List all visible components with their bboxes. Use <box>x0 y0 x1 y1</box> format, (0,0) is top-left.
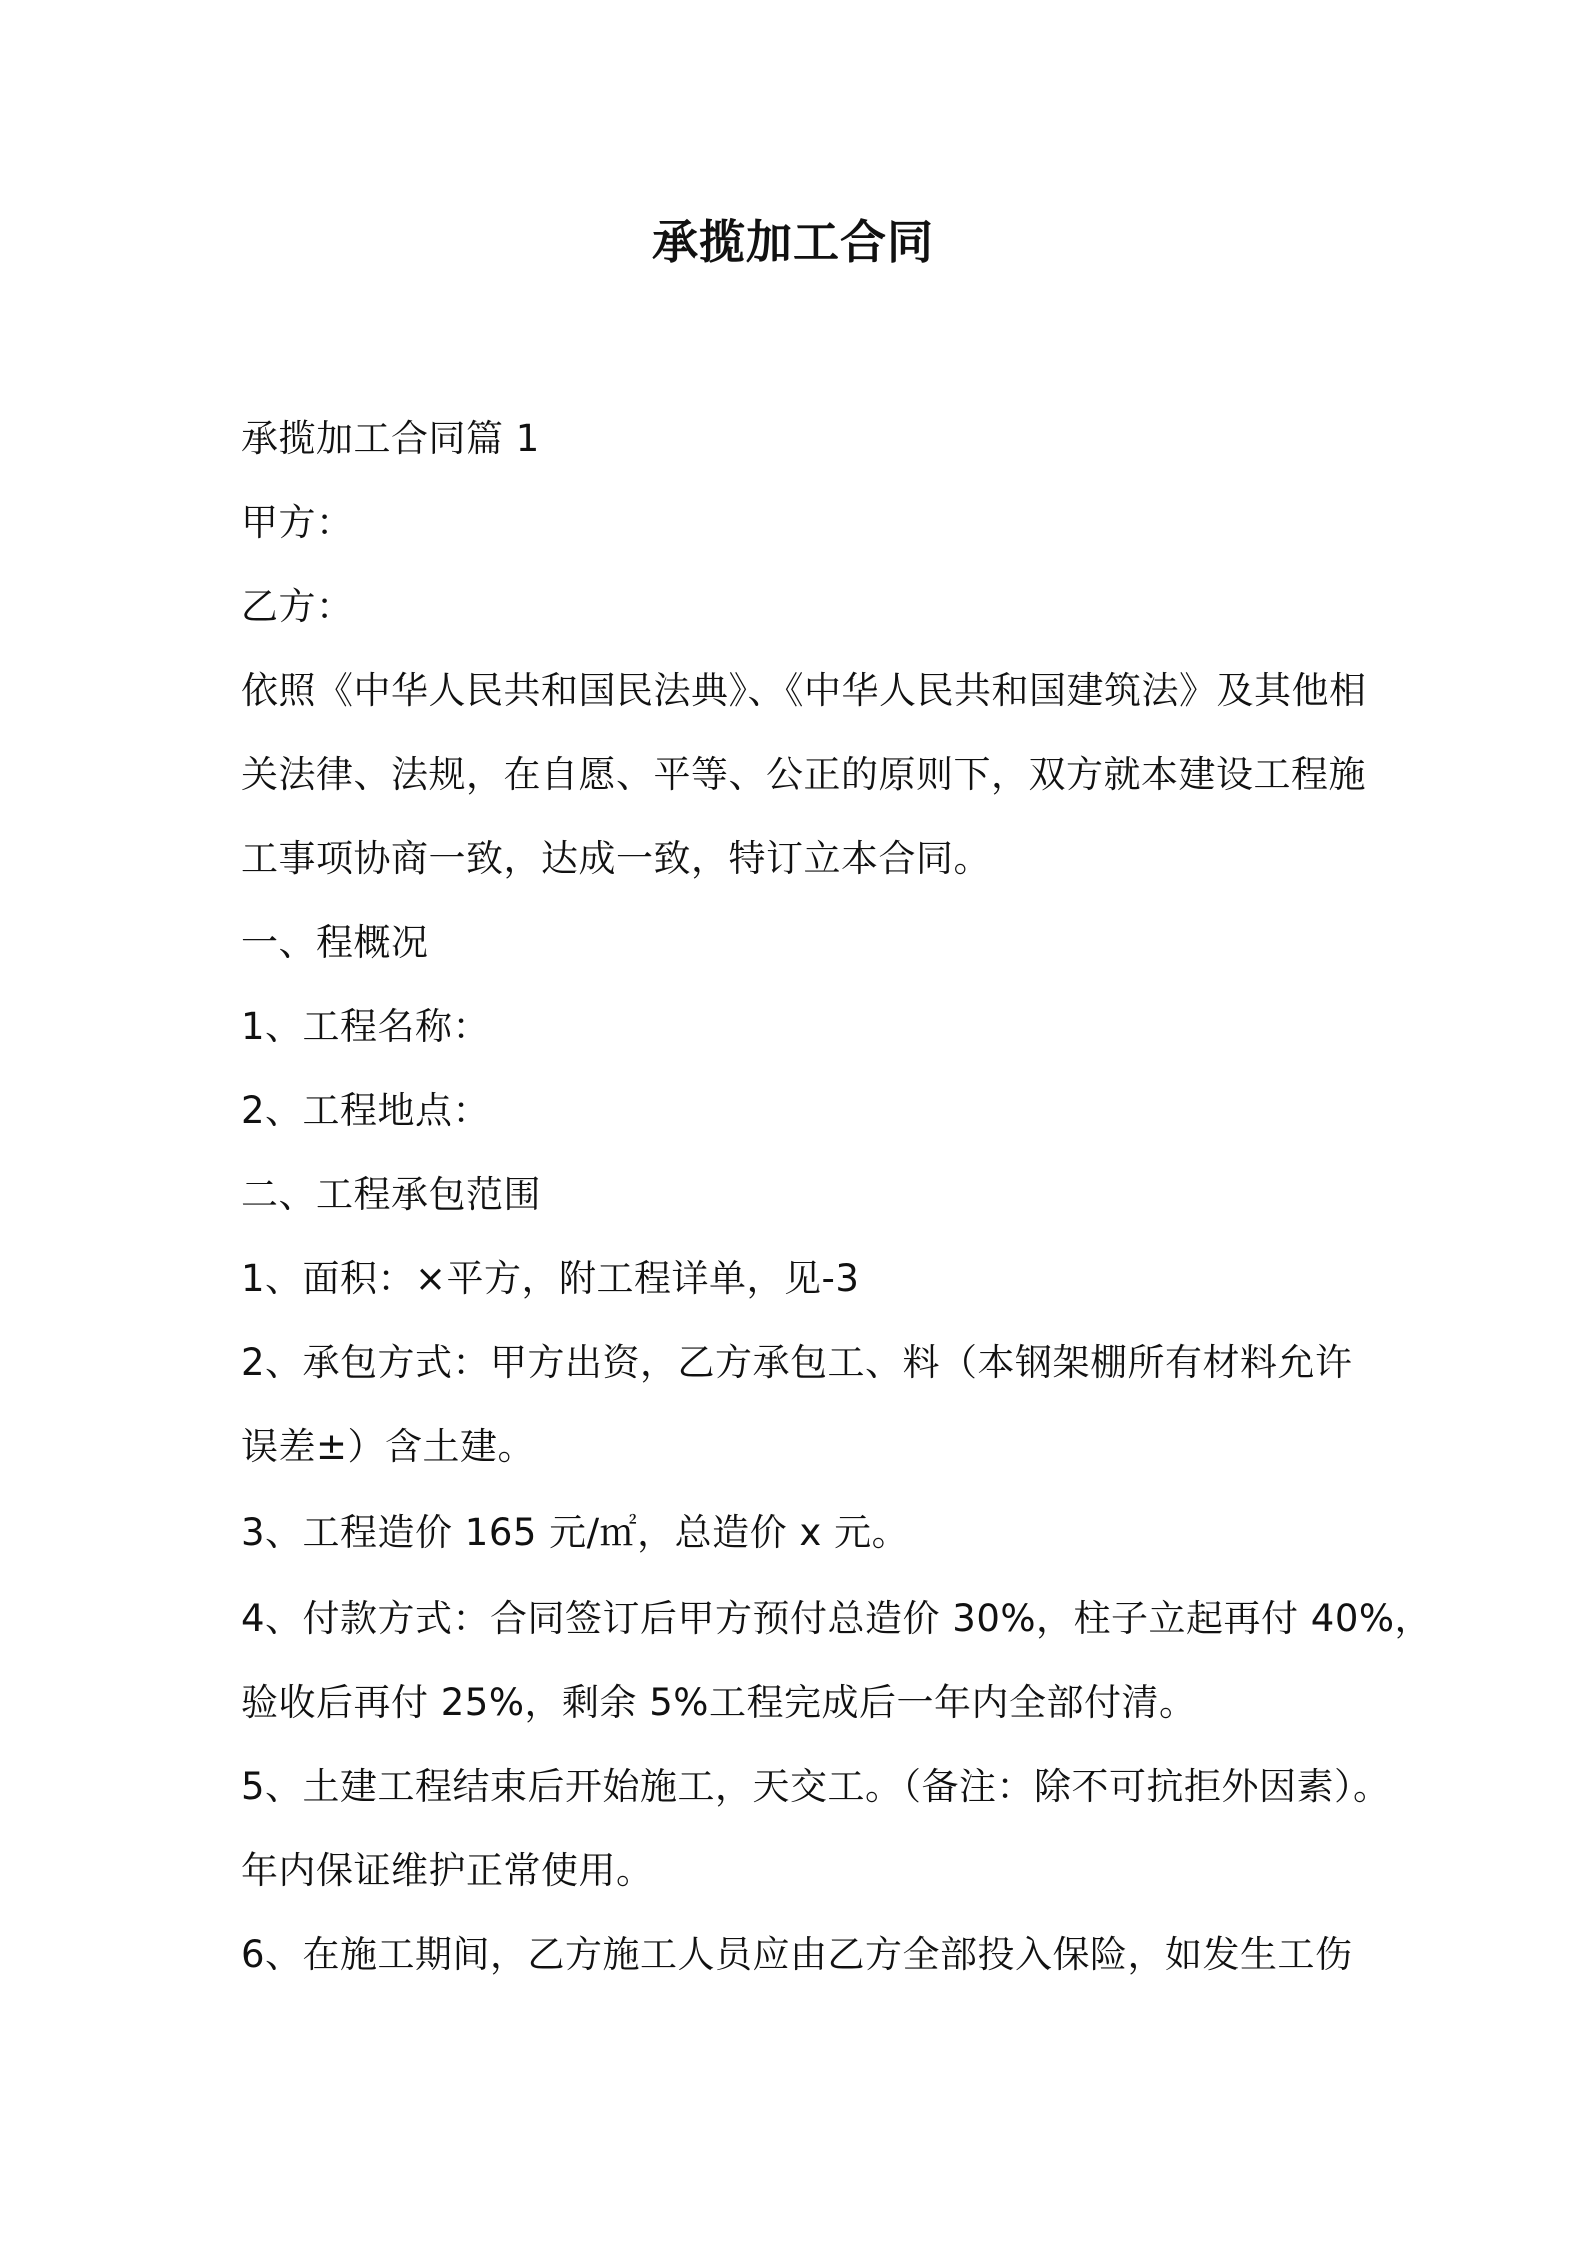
clause-project-name: 1、工程名称： <box>241 1005 491 1048</box>
clause-contract-method-line-2: 误差±）含土建。 <box>241 1425 536 1468</box>
clause-project-location: 2、工程地点： <box>241 1089 491 1132</box>
preamble-line-3: 工事项协商一致，达成一致，特订立本合同。 <box>241 837 991 880</box>
clause-area: 1、面积：×平方，附工程详单，见-3 <box>241 1257 860 1300</box>
section-heading-part-1: 承揽加工合同篇 1 <box>241 417 540 460</box>
section-heading-scope: 二、工程承包范围 <box>241 1173 541 1216</box>
party-b-field: 乙方： <box>241 585 354 628</box>
party-a-field: 甲方： <box>241 501 354 544</box>
section-heading-project-overview: 一、程概况 <box>241 921 429 964</box>
clause-contract-method-line-1: 2、承包方式：甲方出资，乙方承包工、料（本钢架棚所有材料允许 <box>241 1341 1353 1384</box>
clause-project-cost: 3、工程造价 165 元/㎡，总造价 x 元。 <box>241 1511 910 1554</box>
preamble-line-2: 关法律、法规，在自愿、平等、公正的原则下，双方就本建设工程施 <box>241 753 1366 796</box>
clause-schedule-line-2: 年内保证维护正常使用。 <box>241 1849 654 1892</box>
clause-insurance-line-1: 6、在施工期间，乙方施工人员应由乙方全部投入保险，如发生工伤 <box>241 1933 1353 1976</box>
clause-payment-line-1: 4、付款方式：合同签订后甲方预付总造价 30%，柱子立起再付 40%， <box>241 1597 1433 1640</box>
document-title: 承揽加工合同 <box>652 215 934 269</box>
preamble-line-1: 依照《中华人民共和国民法典》、《中华人民共和国建筑法》及其他相 <box>241 669 1367 712</box>
clause-schedule-line-1: 5、土建工程结束后开始施工，天交工。（备注：除不可抗拒外因素）。 <box>241 1765 1391 1808</box>
clause-payment-line-2: 验收后再付 25%，剩余 5%工程完成后一年内全部付清。 <box>241 1681 1197 1724</box>
